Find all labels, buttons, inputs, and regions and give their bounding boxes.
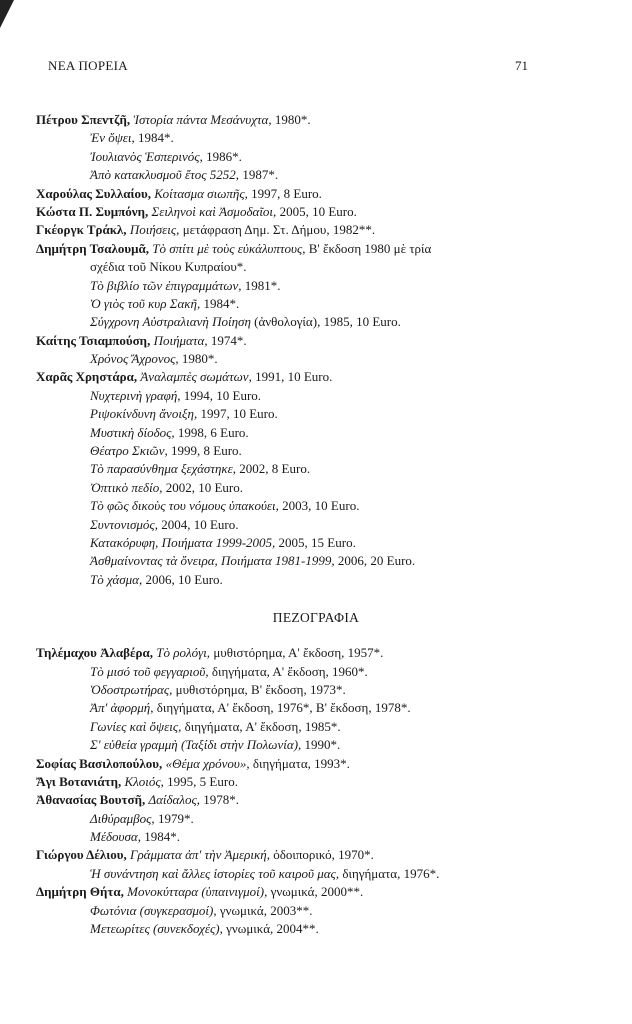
bibliography-entry xyxy=(36,424,576,442)
prose-list xyxy=(36,644,576,938)
entry-details: μυθιστόρημα, Β' ἔκδοση, 1973*. xyxy=(175,681,346,697)
entry-details: (ἀνθολογία), 1985, 10 Euro. xyxy=(254,314,401,330)
entry-details: 2004, 10 Euro. xyxy=(161,516,239,532)
work-title: Μετεωρίτες (συνεκδοχές), xyxy=(90,921,223,937)
entry-details: διηγήματα, Α' ἔκδοση, 1960*. xyxy=(211,663,368,679)
bibliography-entry xyxy=(36,111,576,129)
author-name: Καίτης Τσιαμπούση, xyxy=(36,332,151,348)
work-title: Ἐν ὄψει, xyxy=(90,130,135,146)
work-title: Ὁ γιὸς τοῦ κυρ Σακῆ, xyxy=(90,295,201,311)
work-title: Μονοκύτταρα (ὑπαινιγμοί), xyxy=(127,884,268,900)
bibliography-entry xyxy=(36,221,576,239)
entry-details: 1974*. xyxy=(210,332,247,348)
entry-details: 1994, 10 Euro. xyxy=(183,387,262,403)
bibliography-entry xyxy=(36,516,576,534)
entry-details: 1986*. xyxy=(206,148,242,164)
entry-details: μυθιστόρημα, Α' ἔκδοση, 1957*. xyxy=(213,645,384,661)
bibliography-entry xyxy=(36,405,576,423)
entry-details: 1981*. xyxy=(244,277,281,293)
work-title: Φωτόνια (συγκερασμοί), xyxy=(90,902,217,918)
author-name: Πέτρου Σπεντζῆ, xyxy=(36,112,131,127)
bibliography-entry xyxy=(36,736,576,754)
bibliography-entry xyxy=(36,755,576,773)
work-title: Σ' εὐθεία γραμμὴ (Ταξίδι στὴν Πολωνία), xyxy=(90,737,302,753)
bibliography-entry xyxy=(36,277,576,295)
work-title: Μυστικὴ δίοδος, xyxy=(90,424,175,440)
entry-details: 1991, 10 Euro. xyxy=(255,369,333,385)
work-title: Ἡ συνάντηση καὶ ἄλλες ἱστορίες τοῦ καιροῦ μας, xyxy=(90,865,340,881)
bibliography-entry xyxy=(36,644,576,662)
work-title: Κατακόρυφη, Ποιήματα 1999-2005, xyxy=(90,534,276,550)
entry-details: 1980*. xyxy=(274,112,311,127)
entry-details: γνωμικά, 2003**. xyxy=(219,902,313,918)
entry-details: 1999, 8 Euro. xyxy=(171,443,242,459)
bibliography-entry xyxy=(36,883,576,901)
scan-corner-mark xyxy=(0,0,14,28)
bibliography-entry xyxy=(36,148,576,166)
work-title: Συντονισμός, xyxy=(90,516,158,532)
work-title: Ἀπὸ κατακλυσμοῦ ἔτος 5252, xyxy=(90,167,240,183)
work-title: Ποιήματα, xyxy=(153,332,208,348)
entry-details: 1979*. xyxy=(157,810,194,826)
bibliography-entry xyxy=(36,368,576,386)
work-title: Τὸ βιβλίο τῶν ἐπιγραμμάτων, xyxy=(90,277,242,293)
bibliography-entry xyxy=(36,902,576,920)
work-title: Γράμματα ἀπ' τὴν Ἀμερική, xyxy=(130,847,270,863)
bibliography-entry xyxy=(36,166,576,184)
bibliography-entry xyxy=(36,387,576,405)
bibliography-entry xyxy=(36,497,576,515)
author-name: Χαρᾶς Χρηστάρα, xyxy=(36,369,138,385)
bibliography-entry xyxy=(36,534,576,552)
work-title: Σύγχρονη Αὐστραλιανὴ Ποίηση xyxy=(90,314,251,330)
work-title: Δαίδαλος, xyxy=(148,792,201,808)
work-title: Τὸ χάσμα, xyxy=(90,571,143,587)
entry-details: 2006, 10 Euro. xyxy=(145,571,223,587)
bibliography-entry xyxy=(36,332,576,350)
bibliography-entry xyxy=(36,718,576,736)
author-name: Ἄγι Βοτανιάτη, xyxy=(36,773,122,789)
bibliography-entry xyxy=(36,185,576,203)
bibliography-entry xyxy=(36,663,576,681)
entry-details: 1984*. xyxy=(138,130,174,146)
author-name: Τηλέμαχου Ἀλαβέρα, xyxy=(36,645,153,661)
work-title: Ἀπ' ἀφορμή, xyxy=(90,700,154,716)
running-title: ΝΕΑ ΠΟΡΕΙΑ xyxy=(48,58,128,73)
entry-details: 1995, 5 Euro. xyxy=(167,773,238,789)
author-name: Ἀθανασίας Βουτσῆ, xyxy=(36,792,146,808)
work-title: Χρόνος Ἄχρονος, xyxy=(90,351,179,367)
entry-details: 1978*. xyxy=(203,792,240,808)
entry-details: διηγήματα, 1976*. xyxy=(342,865,440,881)
bibliography-entry xyxy=(36,313,576,331)
work-title: Ὁδοστρωτήρας, xyxy=(90,681,173,697)
work-title: Σειληνοὶ καὶ Ἀσμοδαῖοι, xyxy=(151,203,277,219)
entry-details: 1980*. xyxy=(181,351,218,367)
bibliography-entry xyxy=(36,350,576,368)
bibliography-entry xyxy=(36,571,576,589)
work-title: Νυχτερινὴ γραφή, xyxy=(90,387,181,403)
poetry-list xyxy=(36,111,576,589)
work-title: Κοίτασμα σιωπῆς, xyxy=(154,185,248,201)
work-title: «Θέμα χρόνου», xyxy=(165,755,250,771)
work-title: Ἱστορία πάντα Μεσάνυχτα, xyxy=(133,112,272,127)
bibliography-entry xyxy=(36,442,576,460)
work-title: Τὸ σπίτι μὲ τοὺς εὐκάλυπτους, xyxy=(152,240,306,256)
author-name: Κώστα Π. Συμπόνη, xyxy=(36,203,149,219)
bibliography-entry xyxy=(36,129,576,147)
work-title: Μέδουσα, xyxy=(90,829,141,845)
entry-details: γνωμικά, 2004**. xyxy=(226,921,319,937)
work-title: Ἰουλιανὸς Ἑσπερινός, xyxy=(90,148,203,164)
author-name: Γκέοργκ Τράκλ, xyxy=(36,222,127,238)
bibliography-entry xyxy=(36,828,576,846)
author-name: Δημήτρη Θήτα, xyxy=(36,884,124,900)
work-title: Θέατρο Σκιῶν, xyxy=(90,443,168,459)
bibliography xyxy=(36,111,576,938)
entry-details: 1997, 8 Euro. xyxy=(251,185,322,201)
work-title: Ριψοκίνδυνη ἄνοιξη, xyxy=(90,406,198,422)
work-title: Τὸ φῶς δικοὺς του νόμους ὑπακούει, xyxy=(90,498,279,514)
work-title: Ἀναλαμπὲς σωμάτων, xyxy=(140,369,252,385)
entry-details: 2003, 10 Euro. xyxy=(282,498,360,514)
work-title: Ὀπτικὸ πεδίο, xyxy=(90,479,163,495)
work-title: Τὸ μισό τοῦ φεγγαριοῦ, xyxy=(90,663,209,679)
bibliography-entry xyxy=(36,479,576,497)
author-name: Σοφίας Βασιλοπούλου, xyxy=(36,755,163,771)
author-name: Δημήτρη Τσαλουμᾶ, xyxy=(36,240,149,256)
entry-details: 1998, 6 Euro. xyxy=(177,424,249,440)
entry-details: γνωμικά, 2000**. xyxy=(270,884,364,900)
bibliography-entry xyxy=(36,699,576,717)
bibliography-entry xyxy=(36,681,576,699)
entry-details: Β' ἔκδοση 1980 μὲ τρία xyxy=(308,240,432,256)
bibliography-entry xyxy=(36,791,576,809)
bibliography-entry xyxy=(36,773,576,791)
entry-details: 2002, 8 Euro. xyxy=(239,461,311,477)
work-title: Τὸ παρασύνθημα ξεχάστηκε, xyxy=(90,461,237,477)
entry-details: 1990*. xyxy=(304,737,341,753)
page-number: 71 xyxy=(515,58,528,73)
entry-details: ὁδοιπορικό, 1970*. xyxy=(273,847,374,863)
bibliography-entry xyxy=(36,920,576,938)
entry-details: 2002, 10 Euro. xyxy=(165,479,243,495)
work-title: Ποιήσεις, xyxy=(129,222,180,238)
entry-details: διηγήματα, Α' ἔκδοση, 1985*. xyxy=(184,718,341,734)
entry-details: διηγήματα, 1993*. xyxy=(252,755,350,771)
entry-details: 1984*. xyxy=(203,295,240,311)
bibliography-entry xyxy=(36,240,576,258)
bibliography-entry xyxy=(36,295,576,313)
author-name: Χαρούλας Συλλαίου, xyxy=(36,185,152,201)
section-heading: ΠΕΖΟΓΡΑΦΙΑ xyxy=(272,610,360,626)
entry-details: διηγήματα, Α' ἔκδοση, 1976*, Β' ἔκδοση, 1978*. xyxy=(156,700,411,716)
entry-details: 1997, 10 Euro. xyxy=(200,406,278,422)
entry-details: 1987*. xyxy=(242,167,279,183)
entry-details: σχέδια τοῦ Νίκου Κυπραίου*. xyxy=(90,259,247,275)
entry-details: μετάφραση Δημ. Στ. Δήμου, 1982**. xyxy=(182,222,376,238)
entry-details: 1984*. xyxy=(144,829,180,845)
entry-details: 2005, 15 Euro. xyxy=(278,534,356,550)
work-title: Γωνίες καὶ ὄψεις, xyxy=(90,718,182,734)
work-title: Κλοιός, xyxy=(124,773,164,789)
work-title: Διθύραμβος, xyxy=(90,810,155,826)
bibliography-entry xyxy=(36,865,576,883)
work-title: Τὸ ρολόγι, xyxy=(156,645,211,661)
bibliography-entry xyxy=(36,460,576,478)
author-name: Γιώργου Δέλιου, xyxy=(36,847,127,863)
bibliography-entry xyxy=(36,552,576,570)
bibliography-entry xyxy=(36,203,576,221)
bibliography-entry xyxy=(36,258,576,276)
bibliography-entry xyxy=(36,846,576,864)
page-header xyxy=(48,58,528,76)
work-title: Ἀσθμαίνοντας τὰ ὄνειρα, Ποιήματα 1981-1999, xyxy=(90,553,335,569)
entry-details: 2006, 20 Euro. xyxy=(337,553,416,569)
entry-details: 2005, 10 Euro. xyxy=(279,203,357,219)
bibliography-entry xyxy=(36,810,576,828)
